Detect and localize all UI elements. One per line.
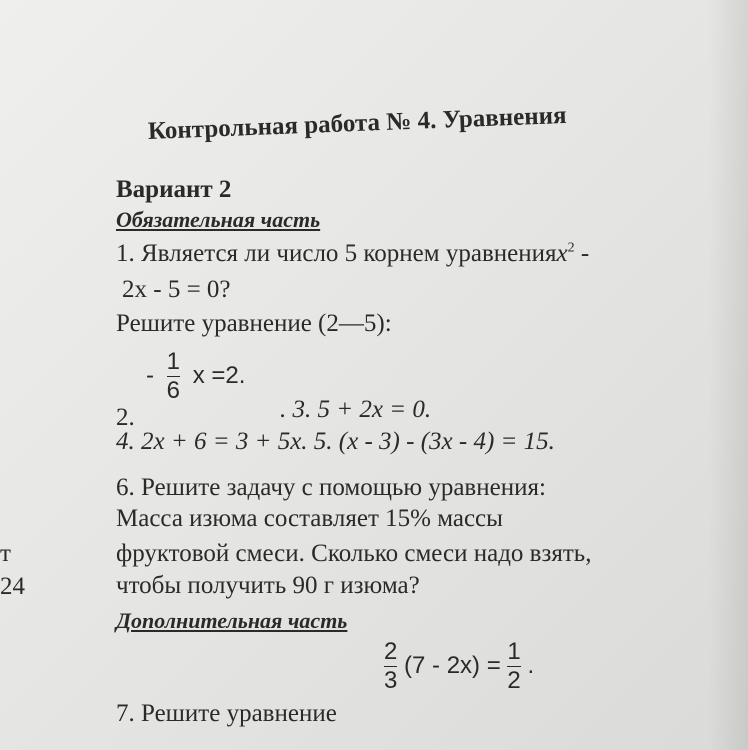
equation-7-fraction-2 [507, 640, 520, 693]
question-1-tail: - [574, 240, 590, 267]
equation-2-denominator: 6 [166, 377, 181, 404]
equation-7-fraction-1 [384, 640, 397, 693]
equation-2-fraction [167, 350, 180, 403]
left-margin-fragment-24: 24 [0, 573, 25, 600]
equation-2-label: 2. [116, 404, 135, 431]
question-1-line-1 [116, 240, 589, 268]
question-6-line-4: чтобы получить 90 г изюма? [116, 572, 420, 599]
page-shadow [708, 0, 748, 750]
equation-7-denominator-1: 3 [384, 667, 398, 694]
mandatory-section-heading: Обязательная часть [116, 207, 321, 232]
extra-section-heading: Дополнительная часть [116, 608, 348, 633]
question-7-label: 7. Решите уравнение [116, 700, 337, 727]
equations-4-5: 4. 2x + 6 = 3 + 5x. 5. (x - 3) - (3x - 4) = 15. [116, 428, 555, 455]
equation-7-middle: (7 - 2x) = [404, 651, 501, 679]
question-6-line-2: Масса изюма составляет 15% массы [116, 505, 503, 532]
question-1-line-2: 2x - 5 = 0? [122, 276, 231, 303]
equation-7-numerator-1: 2 [384, 638, 398, 665]
equation-7-end: . [527, 651, 535, 679]
equation-7-denominator-2: 2 [507, 667, 521, 694]
equation-2-minus: - [146, 361, 154, 389]
left-margin-fragment-t: т [0, 540, 11, 567]
question-6-line-3: фруктовой смеси. Сколько смеси надо взять, [116, 540, 592, 567]
equation-7 [384, 640, 534, 693]
variant-heading: Вариант 2 [116, 176, 232, 203]
equation-7-numerator-2: 1 [507, 638, 521, 665]
question-1-variable: x [556, 240, 568, 267]
page-title: Контрольная работа № 4. Уравнения [147, 101, 568, 145]
solve-instruction: Решите уравнение (2—5): [116, 310, 392, 337]
question-1-exponent: 2 [567, 240, 575, 256]
question-6-line-1: 6. Решите задачу с помощью уравнения: [116, 474, 546, 501]
equation-3: . 3. 5 + 2x = 0. [280, 396, 432, 423]
question-1-text: 1. Является ли число 5 корнем уравнения [116, 240, 557, 267]
equation-2-rest: x =2. [192, 361, 246, 389]
equation-2-numerator: 1 [166, 348, 181, 375]
equation-2 [146, 350, 245, 403]
